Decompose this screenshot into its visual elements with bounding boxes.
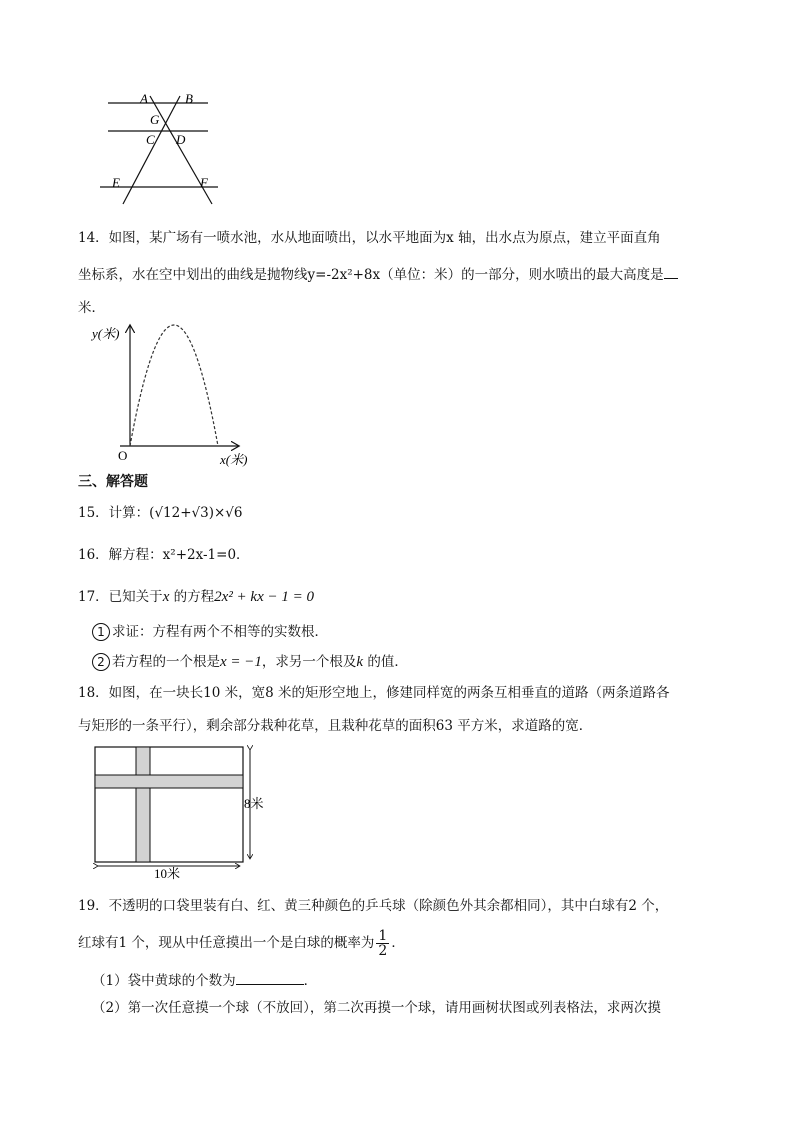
q18-line2: 与矩形的一条平行），剩余部分栽种花草，且栽种花草的面积63 平方米，求道路的宽． (78, 718, 593, 734)
q17-part2-k: k (356, 654, 364, 670)
section-three-heading: 三、解答题 (78, 474, 148, 490)
probability-fraction (376, 929, 389, 958)
q19-part1-end: ． (303, 973, 318, 989)
q19-part1-text: （1）袋中黄球的个数为 (92, 973, 236, 989)
y-axis-label: y(米) (92, 326, 120, 341)
q19-line2-text: 红球有1 个，现从中任意摸出一个是白球的概率为 (78, 935, 375, 951)
height-label: 8米 (244, 796, 264, 811)
q14-answer-blank[interactable] (664, 264, 678, 279)
label-g: G (150, 112, 160, 127)
label-b: B (185, 91, 193, 106)
width-label: 10米 (154, 866, 181, 881)
q15-text: 15．计算：(√12+√3)×√6 (78, 505, 243, 521)
garden-rectangle (95, 747, 243, 862)
fountain-parabola-figure (88, 320, 263, 470)
q19-line1: 19．不透明的口袋里装有白、红、黄三种颜色的乒乓球（除颜色外其余都相同），其中白球有2 个， (78, 898, 669, 914)
q17-equation: 2x² + kx − 1 = 0 (214, 589, 314, 605)
q17-line1 (78, 587, 314, 607)
q14-line3: 米． (78, 300, 105, 316)
q16-text: 16．解方程：x²+2x-1=0． (78, 547, 250, 563)
q17-lead: 17．已知关于 (78, 589, 163, 605)
label-c: C (146, 132, 155, 147)
q17-part2-b: ，求另一个根及 (261, 654, 357, 670)
q19-line2 (78, 928, 405, 958)
q17-part2-eq: x = −1 (220, 654, 262, 670)
q17-part2 (92, 652, 408, 672)
q19-line2-end: ． (391, 935, 405, 951)
x-axis-label: x(米) (220, 452, 248, 467)
q17-part2-a: 若方程的一个根是 (112, 654, 220, 670)
fraction-numerator: 1 (378, 928, 388, 944)
q14-line1: 14．如图，某广场有一喷水池，水从地面喷出，以水平地面为x 轴，出水点为原点，建立平面直角 (78, 230, 661, 246)
q14-line2-text: 坐标系，水在空中划出的曲线是抛物线y=-2x²+8x（单位：米）的一部分，则水喷出的最大高度是 (78, 267, 664, 283)
q19-part1 (92, 970, 317, 991)
q17-part1 (92, 622, 328, 642)
q14-line2 (78, 264, 678, 285)
circled-one-marker: 1 (92, 623, 110, 641)
parabola-curve (130, 325, 218, 446)
rectangle-roads-figure (90, 742, 280, 882)
q17-var-x: x (162, 589, 170, 605)
origin-label: O (118, 448, 128, 463)
parallel-lines-figure (90, 86, 230, 208)
fraction-denominator: 2 (378, 943, 388, 959)
circled-two-marker: 2 (92, 653, 110, 671)
q18-line1: 18．如图，在一块长10 米，宽8 米的矩形空地上，修建同样宽的两条互相垂直的道路（两条道路各 (78, 685, 670, 701)
q17-mid: 的方程 (169, 589, 215, 605)
q19-part2: （2）第一次任意摸一个球（不放回），第二次再摸一个球，请用画树状图或列表格法，求两次摸 (92, 1000, 661, 1016)
horizontal-road (95, 775, 243, 788)
q19-answer-blank[interactable] (236, 970, 304, 985)
vertical-road (136, 747, 150, 862)
label-d: D (176, 132, 186, 147)
label-f: F (200, 175, 208, 190)
label-e: E (112, 175, 120, 190)
label-a: A (140, 91, 148, 106)
q17-part1-text: 求证：方程有两个不相等的实数根． (112, 624, 328, 640)
q17-part2-c: 的值． (363, 654, 408, 670)
